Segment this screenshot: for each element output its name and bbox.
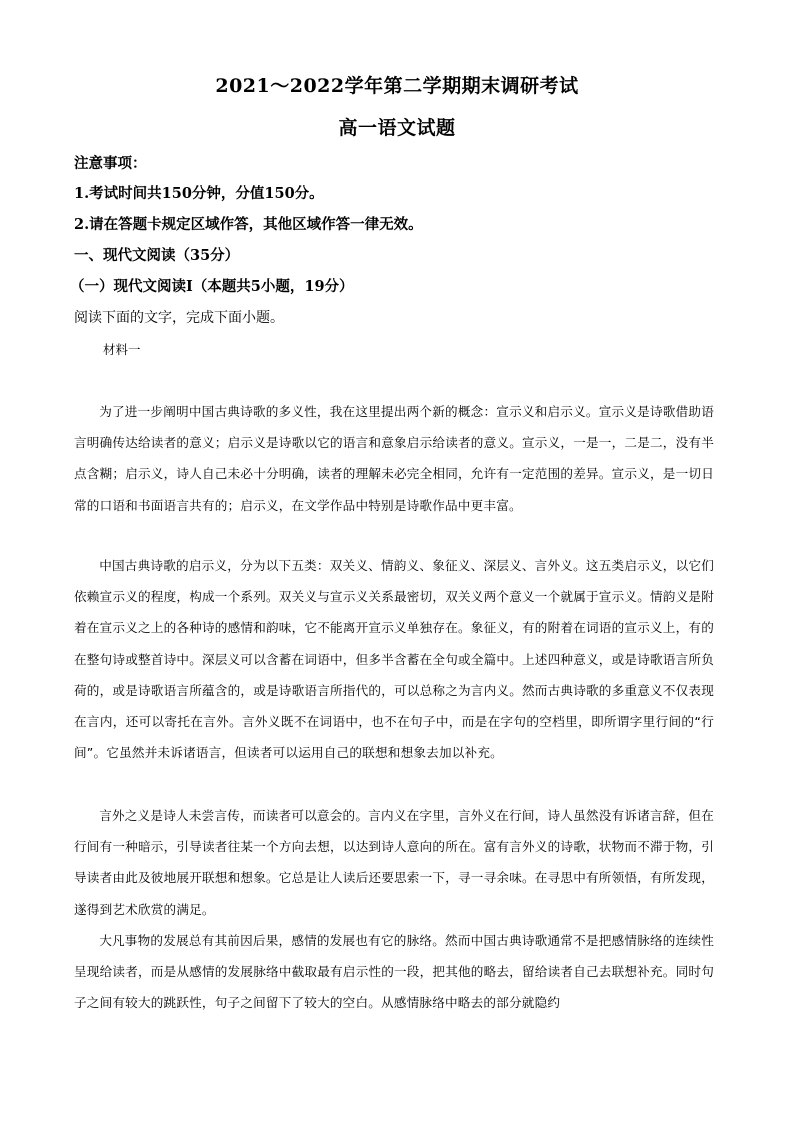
paragraph-3-text: 言外之义是诗人未尝言传，而读者可以意会的。言内义在字里，言外义在行间，诗人虽然没有诉诸言辞，但在行间有一种暗示，引导读者往某一个方向去想，以达到诗人意向的所在。富有言外义的诗歌，状物而不滞于物，引导读者由此及彼地展开联想和想象。它总是让人读后还要思索一下，寻一寻余味。在寻思中有所领悟，有所发现，遂得到艺术欣赏的满足。 — [74, 808, 714, 917]
paragraph-1-text: 为了进一步阐明中国古典诗歌的多义性，我在这里提出两个新的概念：宣示义和启示义。宣示义是诗歌借助语言明确传达给读者的意义；启示义是诗歌以它的语言和意象启示给读者的意义。宣示义，一是一，二是二，没有半点含糊；启示义，诗人自己未必十分明确，读者的理解未必完全相同，允许有一定范围的差异。宣示义，是一切日常的口语和书面语言共有的；启示义，在文学作品中特别是诗歌作品中更丰富。 — [74, 404, 714, 513]
paragraph-4-text: 大凡事物的发展总有其前因后果，感情的发展也有它的脉络。然而中国古典诗歌通常不是把感情脉络的连续性呈现给读者，而是从感情的发展脉络中截取最有启示性的一段，把其他的略去，留给读者自己去联想补充。同时句子之间有较大的跳跃性，句子之间留下了较大的空白。从感情脉络中略去的部分就隐约 — [74, 933, 714, 1011]
exam-title: 2021～2022学年第二学期期末调研考试 — [215, 75, 579, 97]
section-title: 一、现代文阅读（35分） — [74, 247, 240, 264]
notice-item-2: 2.请在答题卡规定区域作答，其他区域作答一律无效。 — [74, 216, 423, 233]
subsection-title: （一）现代文阅读Ⅰ（本题共5小题，19分） — [70, 278, 354, 295]
paragraph-4 — [74, 925, 714, 1019]
paragraph-2-text: 中国古典诗歌的启示义，分为以下五类：双关义、情韵义、象征义、深层义、言外义。这五类启示义，以它们依赖宣示义的程度，构成一个系列。双关义与宣示义关系最密切，双关义两个意义一个就属于宣示义。情韵义是附着在宣示义之上的各种诗的感情和韵味，它不能离开宣示义单独存在。象征义，有的附着在词语的宣示义上，有的在整句诗或整首诗中。深层义可以含蓄在词语中，但多半含蓄在全句或全篇中。上述四种意义，或是诗歌语言所负荷的，或是诗歌语言所蕴含的，或是诗歌语言所指代的，可以总称之为言内义。然而古典诗歌的多重意义不仅表现在言内，还可以寄托在言外。言外义既不在词语中，也不在句子中，而是在字句的空档里，即所谓字里行间的“行间”。它虽然并未诉诸语言，但读者可以运用自己的联想和想象去加以补充。 — [74, 558, 714, 761]
paragraph-2 — [74, 550, 714, 768]
paragraph-3 — [74, 800, 714, 925]
paragraph-1 — [74, 396, 714, 521]
reading-instruction: 阅读下面的文字，完成下面小题。 — [74, 310, 284, 326]
notice-item-1: 1.考试时间共150分钟，分值150分。 — [74, 185, 324, 202]
material-label: 材料一 — [103, 342, 141, 357]
notice-heading: 注意事项： — [74, 155, 147, 172]
exam-subtitle: 高一语文试题 — [338, 117, 456, 139]
